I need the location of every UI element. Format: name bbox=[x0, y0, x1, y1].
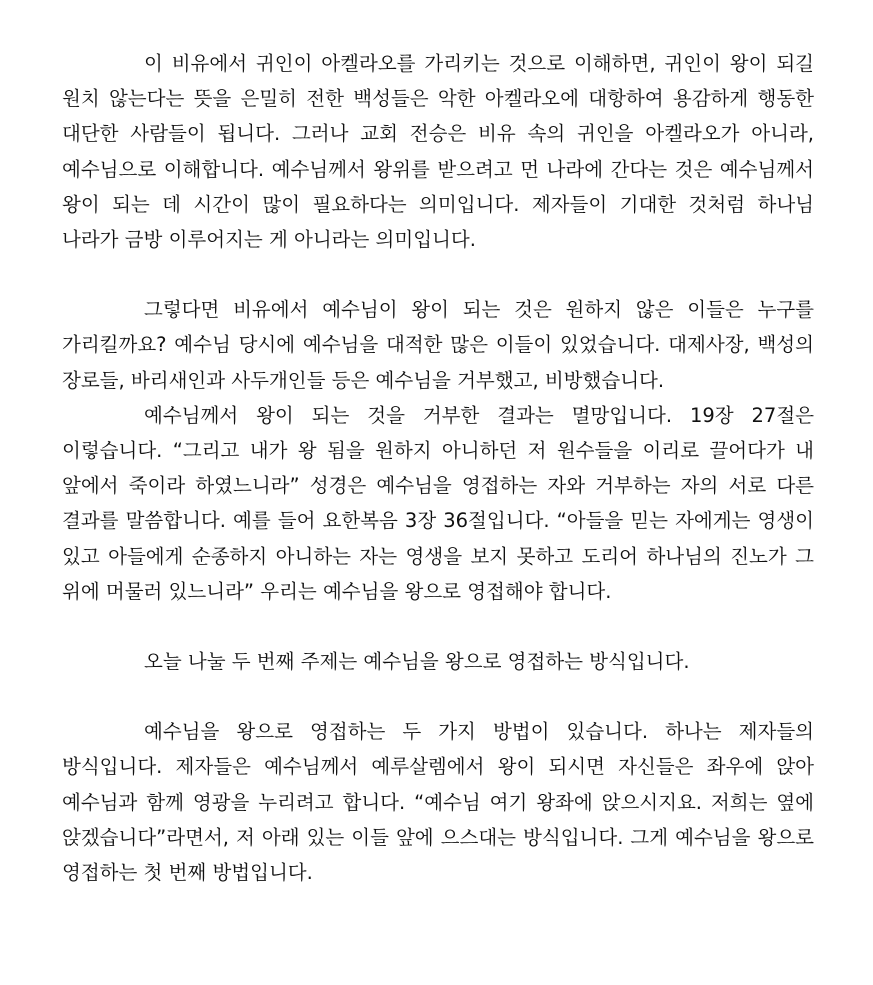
paragraph-3: 예수님께서 왕이 되는 것을 거부한 결과는 멸망입니다. 19장 27절은 이렇습니다. “그리고 내가 왕 됨을 원하지 아니하던 저 원수들을 이리로 끌어다가 내 앞에서 죽이라 하였느니라” 성경은 예수님을 영접하는 자와 거부하는 자의 서로 다른 결과를 말씀합니다. 예를 들어 요한복음 3장 36절입니다. “아들을 믿는 자에게는 영생이 있고 아들에게 순종하지 아니하는 자는 영생을 보지 못하고 도리어 하나님의 진노가 그 위에 머물러 있느니라” 우리는 예수님을 왕으로 영접해야 합니다. bbox=[62, 403, 814, 603]
paragraph-5: 예수님을 왕으로 영접하는 두 가지 방법이 있습니다. 하나는 제자들의 방식입니다. 제자들은 예수님께서 예루살렘에서 왕이 되시면 자신들은 좌우에 앉아 예수님과 함께 영광을 누리려고 합니다. “예수님 여기 왕좌에 앉으시지요. 저희는 옆에 앉겠습니다”라면서, 저 아래 있는 이들 앞에 으스대는 방식입니다. 그게 예수님을 왕으로 영접하는 첫 번째 방법입니다. bbox=[62, 720, 814, 885]
document-body bbox=[62, 46, 814, 890]
paragraph-4: 오늘 나눌 두 번째 주제는 예수님을 왕으로 영접하는 방식입니다. bbox=[144, 650, 690, 674]
paragraph-1: 이 비유에서 귀인이 아켈라오를 가리키는 것으로 이해하면, 귀인이 왕이 되길 원치 않는다는 뜻을 은밀히 전한 백성들은 악한 아켈라오에 대항하여 용감하게 행동한 대단한 사람들이 됩니다. 그러나 교회 전승은 비유 속의 귀인을 아켈라오가 아니라, 예수님으로 이해합니다. 예수님께서 왕위를 받으려고 먼 나라에 간다는 것은 예수님께서 왕이 되는 데 시간이 많이 필요하다는 의미입니다. 제자들이 기대한 것처럼 하나님 나라가 금방 이루어지는 게 아니라는 의미입니다. bbox=[62, 52, 814, 252]
paragraph-2: 그렇다면 비유에서 예수님이 왕이 되는 것은 원하지 않은 이들은 누구를 가리킬까요? 예수님 당시에 예수님을 대적한 많은 이들이 있었습니다. 대제사장, 백성의 장로들, 바리새인과 사두개인들 등은 예수님을 거부했고, 비방했습니다. bbox=[62, 298, 814, 392]
